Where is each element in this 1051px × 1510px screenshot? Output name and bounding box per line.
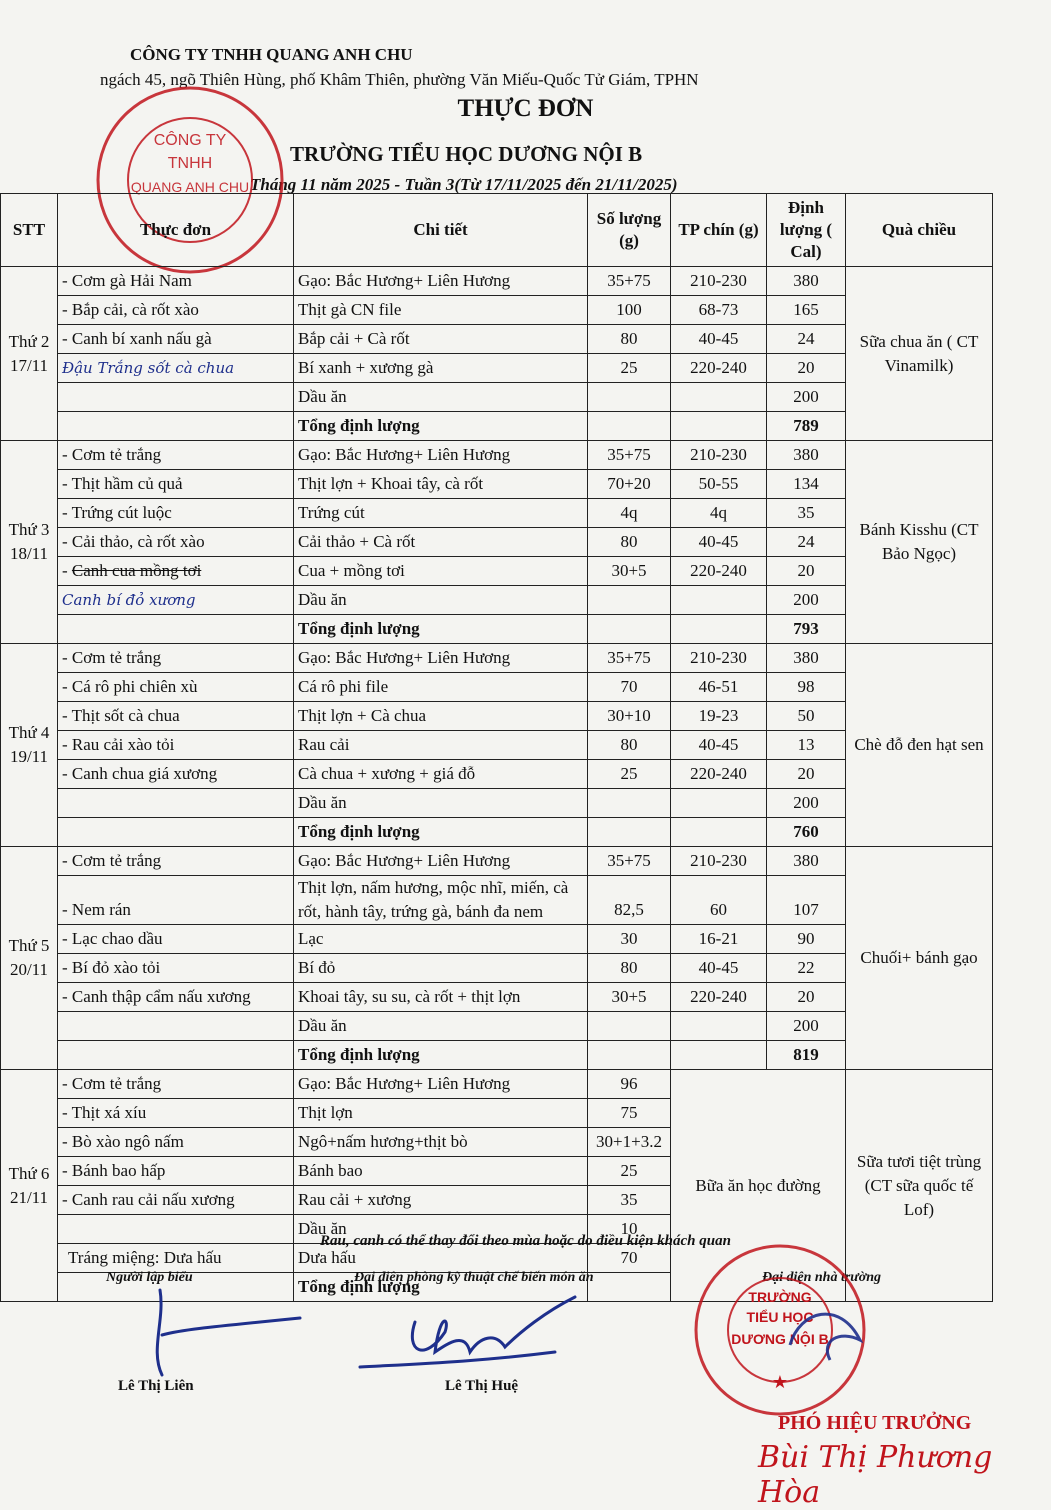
qty-value <box>588 383 671 412</box>
total-value: 760 <box>767 818 846 847</box>
dish-detail: Dầu ăn <box>294 1215 588 1244</box>
qty-value: 25 <box>588 760 671 789</box>
table-row <box>1 1012 993 1041</box>
dish-name: - Cơm gà Hải Nam <box>58 267 294 296</box>
qty-value: 96 <box>588 1070 671 1099</box>
cooked-value <box>671 383 767 412</box>
total-row <box>1 818 993 847</box>
cal-value: 20 <box>767 760 846 789</box>
dish-name: - Canh rau cải nấu xương <box>58 1186 294 1215</box>
col-header-cal: Định lượng ( Cal) <box>767 194 846 267</box>
cooked-value: 40-45 <box>671 528 767 557</box>
dish-detail: Gạo: Bắc Hương+ Liên Hương <box>294 1070 588 1099</box>
dish-detail: Lạc <box>294 925 588 954</box>
qty-value <box>588 1012 671 1041</box>
qty-value: 35+75 <box>588 267 671 296</box>
dish-name <box>58 1012 294 1041</box>
dish-detail: Thịt lợn <box>294 1099 588 1128</box>
qty-value <box>588 789 671 818</box>
qty-value: 70+20 <box>588 470 671 499</box>
menu-table <box>0 193 993 1302</box>
dish-detail: Dầu ăn <box>294 789 588 818</box>
qty-value: 70 <box>588 1244 671 1273</box>
total-value: 819 <box>767 1041 846 1070</box>
table-row <box>1 470 993 499</box>
col-header-stt: STT <box>1 194 58 267</box>
cooked-value: 220-240 <box>671 983 767 1012</box>
day-cell <box>1 267 58 441</box>
empty-cell <box>671 412 767 441</box>
cooked-value: 220-240 <box>671 760 767 789</box>
qty-value: 25 <box>588 354 671 383</box>
table-row <box>1 296 993 325</box>
cal-value: 134 <box>767 470 846 499</box>
table-row <box>1 441 993 470</box>
cooked-value: 50-55 <box>671 470 767 499</box>
table-row <box>1 876 993 925</box>
dish-name: - Trứng cút luộc <box>58 499 294 528</box>
school-stamp-line-2: TIỂU HỌC <box>746 1309 814 1325</box>
col-header-menu: Thực đơn <box>58 194 294 267</box>
cooked-value: 220-240 <box>671 557 767 586</box>
qty-value: 35+75 <box>588 644 671 673</box>
empty-cell <box>588 615 671 644</box>
dish-name: - Bí đỏ xào tỏi <box>58 954 294 983</box>
cal-value: 200 <box>767 383 846 412</box>
cooked-value: 210-230 <box>671 847 767 876</box>
total-value: 789 <box>767 412 846 441</box>
dish-name: Tráng miệng: Dưa hấu <box>58 1244 294 1273</box>
day-label: Thứ 4 <box>8 723 50 742</box>
cal-value: 20 <box>767 354 846 383</box>
cooked-value: 40-45 <box>671 731 767 760</box>
signature-preparer <box>140 1280 320 1380</box>
table-row <box>1 528 993 557</box>
dish-name: - Nem rán <box>58 876 294 925</box>
afternoon-gift: Sữa tươi tiệt trùng (CT sữa quốc tế Lof) <box>846 1070 993 1302</box>
day-date: 20/11 <box>9 960 49 979</box>
dish-name: - Bánh bao hấp <box>58 1157 294 1186</box>
struck-dish-text: Canh cua mồng tơi <box>71 561 202 580</box>
cal-value: 200 <box>767 789 846 818</box>
qty-value: 80 <box>588 325 671 354</box>
qty-value: 80 <box>588 528 671 557</box>
school-stamp-line-3: DƯƠNG NỘI B <box>731 1331 829 1347</box>
day-label: Thứ 3 <box>8 520 50 539</box>
dish-detail: Dầu ăn <box>294 383 588 412</box>
empty-cell <box>671 615 767 644</box>
signature-kitchen-rep <box>355 1292 595 1382</box>
dish-name: - Cơm tẻ trắng <box>58 441 294 470</box>
cooked-value <box>671 789 767 818</box>
dish-detail: Bắp cải + Cà rốt <box>294 325 588 354</box>
empty-cell <box>671 1041 767 1070</box>
cal-value: 24 <box>767 528 846 557</box>
company-name: CÔNG TY TNHH QUANG ANH CHU <box>130 45 413 64</box>
qty-value: 82,5 <box>588 876 671 925</box>
table-row <box>1 760 993 789</box>
qty-value: 30+5 <box>588 557 671 586</box>
dish-name: - Canh bí xanh nấu gà <box>58 325 294 354</box>
col-header-gift: Quà chiều <box>846 194 993 267</box>
afternoon-gift: Bánh Kisshu (CT Bảo Ngọc) <box>846 441 993 644</box>
qty-value: 75 <box>588 1099 671 1128</box>
table-row <box>1 789 993 818</box>
total-label: Tổng định lượng <box>294 1041 588 1070</box>
qty-value: 30+5 <box>588 983 671 1012</box>
day-date: 19/11 <box>9 747 49 766</box>
dish-name <box>58 789 294 818</box>
cal-value: 380 <box>767 644 846 673</box>
preparer-name: Lê Thị Liên <box>118 1378 194 1394</box>
day-cell <box>1 644 58 847</box>
empty-cell <box>58 615 294 644</box>
total-row <box>1 1041 993 1070</box>
qty-value: 30+10 <box>588 702 671 731</box>
qty-value: 4q <box>588 499 671 528</box>
dish-detail: Gạo: Bắc Hương+ Liên Hương <box>294 441 588 470</box>
cal-value: 13 <box>767 731 846 760</box>
col-header-qty: Số lượng (g) <box>588 194 671 267</box>
cal-value: 165 <box>767 296 846 325</box>
cal-value: 200 <box>767 586 846 615</box>
qty-value: 25 <box>588 1157 671 1186</box>
cooked-value: 60 <box>671 876 767 925</box>
cooked-value: 46-51 <box>671 673 767 702</box>
dish-name <box>58 383 294 412</box>
empty-cell <box>58 1041 294 1070</box>
dish-name: - Cơm tẻ trắng <box>58 644 294 673</box>
cooked-value: 220-240 <box>671 354 767 383</box>
company-address: ngách 45, ngõ Thiên Hùng, phố Khâm Thiên, phường Văn Miếu-Quốc Tử Giám, TPHN <box>100 70 699 89</box>
dish-detail: Dầu ăn <box>294 1012 588 1041</box>
dish-detail: Ngô+nấm hương+thịt bò <box>294 1128 588 1157</box>
vice-principal-title: PHÓ HIỆU TRƯỞNG <box>778 1412 972 1434</box>
dish-detail: Gạo: Bắc Hương+ Liên Hương <box>294 267 588 296</box>
cal-value: 98 <box>767 673 846 702</box>
day-label: Thứ 5 <box>8 936 50 955</box>
dish-name: - Rau cải xào tỏi <box>58 731 294 760</box>
table-row <box>1 586 993 615</box>
dish-name: - Bắp cải, cà rốt xào <box>58 296 294 325</box>
table-row <box>1 267 993 296</box>
dish-detail: Trứng cút <box>294 499 588 528</box>
table-row <box>1 702 993 731</box>
role-kitchen-rep: Đại diện phòng kỹ thuật chế biến món ăn <box>354 1270 594 1285</box>
total-value: 793 <box>767 615 846 644</box>
qty-value: 100 <box>588 296 671 325</box>
dish-detail: Rau cải + xương <box>294 1186 588 1215</box>
company-stamp-line-3: QUANG ANH CHU <box>130 179 250 195</box>
cal-value: 380 <box>767 267 846 296</box>
col-header-cooked: TP chín (g) <box>671 194 767 267</box>
seasonal-change-note: Rau, canh có thể thay đổi theo mùa hoặc do điều kiện khách quan <box>320 1233 731 1249</box>
cal-value: 35 <box>767 499 846 528</box>
table-header-row <box>1 194 993 267</box>
dish-name: - Lạc chao dầu <box>58 925 294 954</box>
dish-detail: Thịt gà CN file <box>294 296 588 325</box>
total-row <box>1 615 993 644</box>
cal-value: 200 <box>767 1012 846 1041</box>
cal-value: 380 <box>767 847 846 876</box>
qty-value: 30 <box>588 925 671 954</box>
qty-value: 35+75 <box>588 847 671 876</box>
table-row <box>1 954 993 983</box>
day-cell <box>1 1070 58 1302</box>
dish-detail: Cá rô phi file <box>294 673 588 702</box>
dish-detail: Khoai tây, su su, cà rốt + thịt lợn <box>294 983 588 1012</box>
empty-cell <box>671 818 767 847</box>
cal-value: 50 <box>767 702 846 731</box>
qty-value: 80 <box>588 954 671 983</box>
total-label: Tổng định lượng <box>294 818 588 847</box>
table-row <box>1 983 993 1012</box>
company-stamp-line-1: CÔNG TY <box>153 132 227 149</box>
day-date: 18/11 <box>9 544 49 563</box>
dish-name: - Cá rô phi chiên xù <box>58 673 294 702</box>
qty-value: 30+1+3.2 <box>588 1128 671 1157</box>
dish-detail: Thịt lợn, nấm hương, mộc nhĩ, miến, cà rốt, hành tây, trứng gà, bánh đa nem <box>294 876 588 925</box>
cal-value: 20 <box>767 557 846 586</box>
kitchen-rep-name: Lê Thị Huệ <box>445 1378 519 1394</box>
table-row <box>1 325 993 354</box>
company-stamp-line-2: TNHH <box>167 155 213 172</box>
dish-name: - Thịt hầm củ quả <box>58 470 294 499</box>
document-title: THỰC ĐƠN <box>457 95 594 122</box>
dish-name: - Cơm tẻ trắng <box>58 1070 294 1099</box>
cooked-value: 68-73 <box>671 296 767 325</box>
qty-value: 80 <box>588 731 671 760</box>
cooked-value <box>671 1012 767 1041</box>
dish-detail: Dầu ăn <box>294 586 588 615</box>
dish-name: - Bò xào ngô nấm <box>58 1128 294 1157</box>
total-label: Tổng định lượng <box>294 412 588 441</box>
cooked-value: 210-230 <box>671 267 767 296</box>
star-icon: ★ <box>771 1372 789 1393</box>
dish-detail: Bí xanh + xương gà <box>294 354 588 383</box>
role-preparer: Người lập biểu <box>106 1270 193 1285</box>
cooked-value: 19-23 <box>671 702 767 731</box>
school-meal-note: Bữa ăn học đường <box>671 1070 846 1302</box>
qty-value: 35 <box>588 1186 671 1215</box>
dish-detail: Cà chua + xương + giá đỗ <box>294 760 588 789</box>
cooked-value: 40-45 <box>671 954 767 983</box>
table-row <box>1 499 993 528</box>
handwritten-dish: Canh bí đỏ xương <box>58 586 294 615</box>
cooked-value <box>671 586 767 615</box>
school-stamp-line-1: TRƯỜNG <box>748 1289 812 1305</box>
day-cell <box>1 847 58 1070</box>
empty-cell <box>58 412 294 441</box>
vice-principal-name: Bùi Thị Phương Hòa <box>758 1440 993 1510</box>
cooked-value: 40-45 <box>671 325 767 354</box>
dish-detail: Thịt lợn + Khoai tây, cà rốt <box>294 470 588 499</box>
dish-detail: Cải thảo + Cà rốt <box>294 528 588 557</box>
cal-value: 24 <box>767 325 846 354</box>
school-stamp <box>690 1240 870 1420</box>
dish-name: - Thịt sốt cà chua <box>58 702 294 731</box>
qty-value: 70 <box>588 673 671 702</box>
dish-detail: Cua + mồng tơi <box>294 557 588 586</box>
dish-name-struck <box>58 557 294 586</box>
dish-detail: Dưa hấu <box>294 1244 588 1273</box>
handwritten-dish: Đậu Trắng sốt cà chua <box>58 354 294 383</box>
day-date: 17/11 <box>9 355 49 375</box>
role-school-rep: Đại diện nhà trường <box>762 1270 881 1285</box>
afternoon-gift: Chuối+ bánh gạo <box>846 847 993 1070</box>
dish-name: - Canh thập cẩm nấu xương <box>58 983 294 1012</box>
table-row <box>1 644 993 673</box>
table-row <box>1 557 993 586</box>
dish-detail: Rau cải <box>294 731 588 760</box>
empty-cell <box>58 818 294 847</box>
empty-cell <box>588 818 671 847</box>
table-row <box>1 731 993 760</box>
cal-value: 20 <box>767 983 846 1012</box>
dish-name: - Cơm tẻ trắng <box>58 847 294 876</box>
cal-value: 90 <box>767 925 846 954</box>
dish-detail: Gạo: Bắc Hương+ Liên Hương <box>294 847 588 876</box>
empty-cell <box>588 1041 671 1070</box>
cal-value: 107 <box>767 876 846 925</box>
qty-value: 10 <box>588 1215 671 1244</box>
dish-name: - Canh chua giá xương <box>58 760 294 789</box>
empty-cell <box>588 412 671 441</box>
day-date: 21/11 <box>9 1187 49 1207</box>
total-label: Tổng định lượng <box>294 615 588 644</box>
cooked-value: 16-21 <box>671 925 767 954</box>
cooked-value: 210-230 <box>671 644 767 673</box>
dish-detail: Bánh bao <box>294 1157 588 1186</box>
day-label: Thứ 6 <box>8 1163 50 1183</box>
table-row <box>1 354 993 383</box>
qty-value <box>588 586 671 615</box>
col-header-detail: Chi tiết <box>294 194 588 267</box>
table-row <box>1 847 993 876</box>
dish-detail: Bí đỏ <box>294 954 588 983</box>
dish-detail: Gạo: Bắc Hương+ Liên Hương <box>294 644 588 673</box>
table-row <box>1 383 993 412</box>
afternoon-gift: Chè đỗ đen hạt sen <box>846 644 993 847</box>
school-name: TRƯỜNG TIỂU HỌC DƯƠNG NỘI B <box>290 142 643 166</box>
table-row <box>1 673 993 702</box>
day-label: Thứ 2 <box>8 331 50 351</box>
cal-value: 22 <box>767 954 846 983</box>
dish-name: - Thịt xá xíu <box>58 1099 294 1128</box>
total-label: Tổng định lượng <box>294 1273 588 1302</box>
table-row <box>1 925 993 954</box>
cal-value: 380 <box>767 441 846 470</box>
dish-detail: Thịt lợn + Cà chua <box>294 702 588 731</box>
day-cell <box>1 441 58 644</box>
total-row <box>1 412 993 441</box>
total-value <box>588 1273 671 1302</box>
cooked-value: 4q <box>671 499 767 528</box>
qty-value: 35+75 <box>588 441 671 470</box>
dish-name: - Cải thảo, cà rốt xào <box>58 528 294 557</box>
week-range: Tháng 11 năm 2025 - Tuần 3(Từ 17/11/2025 đến 21/11/2025) <box>250 175 678 194</box>
cooked-value: 210-230 <box>671 441 767 470</box>
table-row <box>1 1070 993 1099</box>
afternoon-gift: Sữa chua ăn ( CT Vinamilk) <box>846 267 993 441</box>
